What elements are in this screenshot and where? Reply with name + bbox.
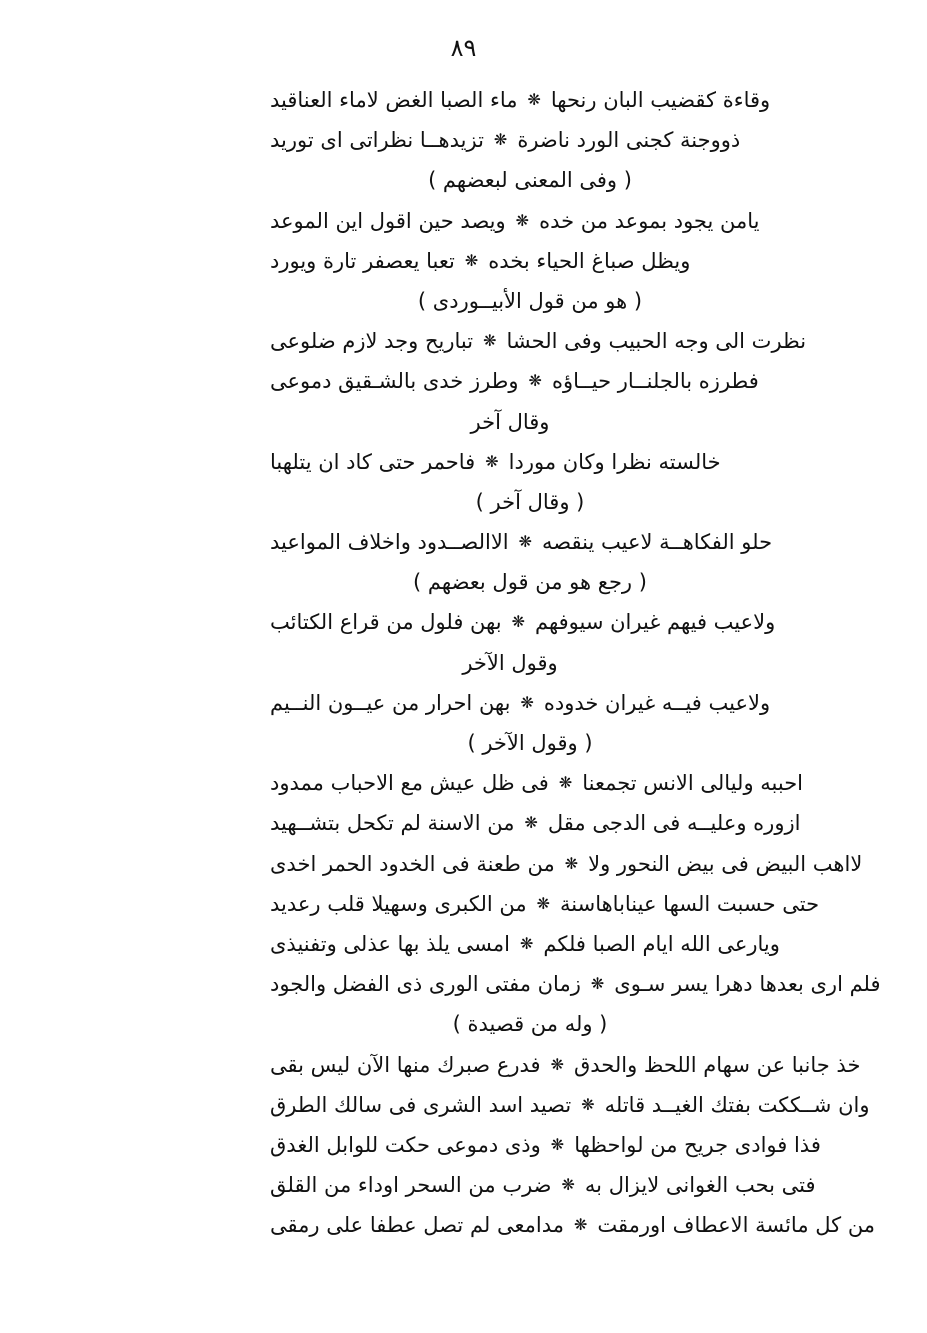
verse-line (270, 1045, 861, 1085)
verse-first-hemistich: فتى بحب الغوانى لايزال به (584, 1173, 816, 1198)
verse-line (270, 1165, 834, 1205)
verse-line (270, 844, 863, 884)
hemistich-separator-icon: ❋ (550, 1054, 564, 1074)
hemistich-separator-icon: ❋ (518, 532, 533, 552)
verse-second-hemistich: فاحمر حتى كاد ان يتلهبا (270, 449, 476, 474)
verse-line (270, 924, 834, 964)
hemistich-separator-icon: ❋ (536, 893, 550, 913)
verse-line (270, 803, 834, 843)
verse-second-hemistich: ماء الصبا الغض لاماء العناقيد (270, 88, 518, 112)
verse-line (270, 884, 834, 924)
section-heading: ( وله من قصيدة ) (452, 1012, 608, 1037)
verse-first-hemistich: ازوره وعليــه فى الدجى مقل (547, 811, 801, 836)
verse-first-hemistich: لااهب البيض فى بيض النحور ولا (588, 851, 863, 876)
hemistich-separator-icon: ❋ (561, 1175, 575, 1195)
hemistich-separator-icon: ❋ (485, 451, 499, 471)
verse-first-hemistich: حلو الفكاهــة لاعيب ينقصه (542, 530, 773, 555)
poem-text (270, 80, 881, 1245)
verse-second-hemistich: من الاسنة لم تكحل بتشــهيد (270, 811, 515, 836)
verse-second-hemistich: زمان مفتى الورى ذى الفضل والجود (270, 972, 581, 997)
hemistich-separator-icon: ❋ (483, 331, 497, 351)
verse-line (270, 120, 834, 160)
verse-line (270, 1125, 834, 1165)
hemistich-separator-icon: ❋ (527, 90, 541, 109)
verse-first-hemistich: فطرزه بالجلنــار حيــاؤه (551, 369, 759, 394)
verse-second-hemistich: ويصد حين اقول اين الموعد (270, 208, 506, 233)
verse-first-hemistich: وان شــككت بفتك الغيــد قاتله (604, 1092, 870, 1117)
section-heading: ( وقال آخر ) (475, 489, 585, 514)
verse-first-hemistich: حتى حسبت السها عيناباهاسنة (560, 891, 820, 916)
verse-second-hemistich: تزيدهــا نظراتى اى توريد (270, 128, 484, 153)
verse-second-hemistich: امسى يلذ بها عذلى وتفنيذى (270, 931, 510, 956)
verse-second-hemistich: بهن احرار من عيــون النــيم (270, 690, 511, 715)
section-heading: ( وفى المعنى لبعضهم ) (428, 168, 632, 193)
verse-second-hemistich: تعبا يعصفر تارة ويورد (270, 248, 455, 273)
verse-first-hemistich: فذا فوادى جريح من لواحظها (574, 1132, 821, 1157)
verse-second-hemistich: الاالصــدود واخلاف المواعيد (270, 530, 509, 555)
hemistich-separator-icon: ❋ (581, 1094, 595, 1114)
verse-line (270, 80, 834, 120)
verse-second-hemistich: فدرع صبرك منها الآن ليس بقى (270, 1052, 541, 1077)
section-heading: وقال آخر (470, 409, 550, 434)
verse-line (270, 964, 881, 1004)
verse-line (270, 1085, 870, 1125)
verse-first-hemistich: من كل مائسة الاعطاف اورمقت (597, 1213, 876, 1238)
hemistich-separator-icon: ❋ (573, 1215, 588, 1235)
verse-first-hemistich: ويارعى الله ايام الصبا فلكم (543, 931, 780, 956)
page-number: ٨٩ (450, 34, 477, 62)
hemistich-separator-icon: ❋ (519, 933, 534, 953)
verse-second-hemistich: وذى دموعى حكت للوابل الغدق (270, 1132, 541, 1157)
verse-second-hemistich: فى ظل عيش مع الاحباب ممدود (270, 771, 549, 796)
verse-first-hemistich: خذ جانبا عن سهام اللحظ والحدق (573, 1052, 861, 1077)
verse-second-hemistich: مدامعى لم تصل عطفا على رمقى (270, 1213, 564, 1238)
hemistich-separator-icon: ❋ (524, 813, 538, 833)
verse-line (270, 241, 834, 281)
verse-second-hemistich: من الكبرى وسهيلا قلب رعديد (270, 891, 527, 916)
verse-first-hemistich: خالسته نظرا وكان موردا (508, 449, 721, 474)
verse-line (270, 321, 834, 361)
verse-first-hemistich: ولاعيب فيهم غيران سيوفهم (534, 610, 776, 635)
verse-second-hemistich: ضرب من السحر اوداء من القلق (270, 1173, 552, 1198)
section-heading: وقول الآخر (462, 650, 558, 675)
verse-line (270, 201, 834, 241)
verse-second-hemistich: من طعنة فى الخدود الحمر اخدى (270, 851, 555, 876)
verse-line (270, 361, 834, 401)
hemistich-separator-icon: ❋ (590, 974, 605, 994)
verse-line (270, 683, 834, 723)
verse-first-hemistich: وقاءة كقضيب البان رنحها (550, 88, 771, 112)
verse-first-hemistich: فلم ارى بعدها دهرا يسر سـوى (614, 972, 881, 997)
verse-second-hemistich: تصيد اسد الشرى فى سالك الطرق (270, 1092, 572, 1117)
section-heading: ( وقول الآخر ) (467, 731, 593, 755)
hemistich-separator-icon: ❋ (464, 250, 479, 270)
verse-line (270, 442, 834, 482)
hemistich-separator-icon: ❋ (564, 853, 579, 873)
verse-line (270, 1205, 876, 1245)
verse-line (270, 763, 834, 803)
verse-first-hemistich: ذووجنة كجنى الورد ناضرة (517, 128, 741, 153)
verse-first-hemistich: ولاعيب فيــه غيران خدوده (543, 690, 771, 715)
verse-line (270, 522, 834, 562)
verse-first-hemistich: يامن يجود بموعد من خده (539, 208, 760, 233)
hemistich-separator-icon: ❋ (520, 692, 534, 712)
verse-line (270, 602, 834, 642)
verse-second-hemistich: بهن فلول من قراع الكتائب (270, 610, 502, 635)
hemistich-separator-icon: ❋ (550, 1134, 565, 1154)
section-heading: ( رجع هو من قول بعضهم ) (413, 570, 647, 595)
hemistich-separator-icon: ❋ (558, 773, 573, 793)
verse-second-hemistich: تباريح وجد لازم ضلوعى (270, 329, 474, 354)
verse-first-hemistich: ويظل صباغ الحياء بخده (488, 248, 691, 273)
section-heading: ( هو من قول الأبيــوردى ) (417, 288, 643, 313)
hemistich-separator-icon: ❋ (511, 612, 525, 632)
verse-first-hemistich: احببه وليالى الانس تجمعنا (582, 771, 804, 796)
hemistich-separator-icon: ❋ (493, 130, 508, 150)
hemistich-separator-icon: ❋ (528, 371, 542, 391)
verse-first-hemistich: نظرت الى وجه الحبيب وفى الحشا (506, 329, 807, 354)
verse-second-hemistich: وطرز خدى بالشـقيق دموعى (270, 369, 519, 394)
hemistich-separator-icon: ❋ (515, 210, 530, 230)
